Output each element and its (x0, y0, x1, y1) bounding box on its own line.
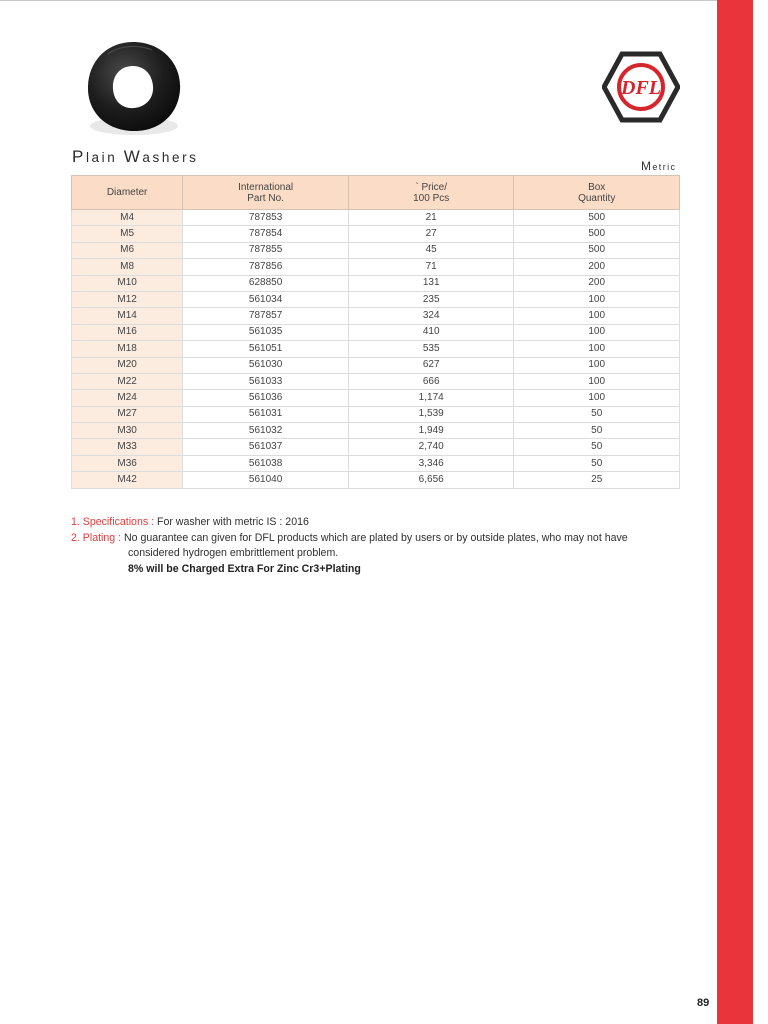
cell-diameter: M20 (72, 357, 183, 373)
cell-price: 535 (348, 341, 513, 357)
red-side-strip (717, 0, 753, 1024)
table-row (72, 308, 680, 324)
cell-diameter: M12 (72, 291, 183, 307)
washer-photo (78, 34, 188, 138)
note-plating (71, 531, 691, 547)
cell-price: 45 (348, 242, 513, 258)
cell-diameter: M14 (72, 308, 183, 324)
cell-price: 410 (348, 324, 513, 340)
cell-price: 324 (348, 308, 513, 324)
cell-price: 6,656 (348, 472, 513, 488)
cell-box-quantity: 100 (514, 308, 680, 324)
table-row (72, 242, 680, 258)
table-row (72, 406, 680, 422)
cell-diameter: M24 (72, 390, 183, 406)
cell-price: 235 (348, 291, 513, 307)
table-row (72, 275, 680, 291)
cell-price: 666 (348, 373, 513, 389)
cell-price: 27 (348, 226, 513, 242)
note-extra-charge: 8% will be Charged Extra For Zinc Cr3+Plating (128, 563, 361, 576)
cell-part-no: 787854 (183, 226, 349, 242)
cell-part-no: 787853 (183, 210, 349, 226)
cell-diameter: M27 (72, 406, 183, 422)
header-diameter: Diameter (72, 176, 183, 210)
header-box-quantity: Box Quantity (514, 176, 680, 210)
cell-diameter: M10 (72, 275, 183, 291)
cell-part-no: 561040 (183, 472, 349, 488)
cell-box-quantity: 100 (514, 291, 680, 307)
table-row (72, 259, 680, 275)
note-spec-text: For washer with metric IS : 2016 (154, 516, 309, 528)
cell-part-no: 787856 (183, 259, 349, 275)
table-row (72, 291, 680, 307)
table-row (72, 390, 680, 406)
cell-part-no: 561031 (183, 406, 349, 422)
cell-part-no: 787857 (183, 308, 349, 324)
cell-box-quantity: 50 (514, 406, 680, 422)
note-spec-label: 1. Specifications : (71, 516, 155, 528)
page-title: Plain Washers (72, 147, 199, 166)
cell-price: 131 (348, 275, 513, 291)
cell-diameter: M16 (72, 324, 183, 340)
cell-box-quantity: 100 (514, 324, 680, 340)
cell-diameter: M5 (72, 226, 183, 242)
cell-part-no: 561032 (183, 423, 349, 439)
table-row (72, 439, 680, 455)
cell-box-quantity: 500 (514, 210, 680, 226)
cell-price: 3,346 (348, 455, 513, 471)
cell-part-no: 561038 (183, 455, 349, 471)
cell-part-no: 561037 (183, 439, 349, 455)
cell-part-no: 787855 (183, 242, 349, 258)
note-plating-label: 2. Plating : (71, 531, 122, 544)
cell-price: 21 (348, 210, 513, 226)
cell-box-quantity: 100 (514, 373, 680, 389)
cell-diameter: M30 (72, 423, 183, 439)
cell-price: 2,740 (348, 439, 513, 455)
cell-diameter: M33 (72, 439, 183, 455)
cell-diameter: M42 (72, 472, 183, 488)
cell-box-quantity: 100 (514, 390, 680, 406)
cell-part-no: 561033 (183, 373, 349, 389)
cell-diameter: M22 (72, 373, 183, 389)
cell-price: 1,539 (348, 406, 513, 422)
cell-part-no: 561036 (183, 390, 349, 406)
cell-diameter: M6 (72, 242, 183, 258)
cell-diameter: M36 (72, 455, 183, 471)
page-number: 89 (697, 997, 710, 1009)
cell-box-quantity: 50 (514, 423, 680, 439)
cell-box-quantity: 25 (514, 472, 680, 488)
notes (71, 515, 691, 578)
cell-box-quantity: 200 (514, 275, 680, 291)
cell-price: 1,174 (348, 390, 513, 406)
table-row (72, 357, 680, 373)
cell-diameter: M8 (72, 259, 183, 275)
table-row (72, 455, 680, 471)
header-price: ` Price/ 100 Pcs (348, 176, 513, 210)
table-row (72, 210, 680, 226)
table-row (72, 226, 680, 242)
metric-label: Metric (641, 159, 677, 173)
table-row (72, 324, 680, 340)
table-header-row (72, 176, 680, 210)
cell-box-quantity: 50 (514, 439, 680, 455)
washer-spec-table (71, 175, 680, 489)
table-row (72, 373, 680, 389)
cell-box-quantity: 50 (514, 455, 680, 471)
table-row (72, 341, 680, 357)
note-plating-continued: considered hydrogen embrittlement problem. (128, 547, 339, 560)
header-part-no: International Part No. (183, 176, 349, 210)
cell-diameter: M18 (72, 341, 183, 357)
cell-box-quantity: 500 (514, 242, 680, 258)
cell-part-no: 561051 (183, 341, 349, 357)
cell-box-quantity: 100 (514, 341, 680, 357)
cell-box-quantity: 500 (514, 226, 680, 242)
cell-part-no: 561030 (183, 357, 349, 373)
cell-part-no: 561035 (183, 324, 349, 340)
cell-box-quantity: 200 (514, 259, 680, 275)
note-specifications (71, 515, 691, 531)
cell-price: 627 (348, 357, 513, 373)
cell-price: 71 (348, 259, 513, 275)
cell-part-no: 628850 (183, 275, 349, 291)
table-row (72, 423, 680, 439)
table-row (72, 472, 680, 488)
cell-box-quantity: 100 (514, 357, 680, 373)
cell-price: 1,949 (348, 423, 513, 439)
cell-part-no: 561034 (183, 291, 349, 307)
top-rule (0, 0, 717, 1)
cell-diameter: M4 (72, 210, 183, 226)
note-plating-text: No guarantee can given for DFL products which are plated by users or by outside plates, who may not have (121, 531, 628, 544)
logo-text: DFL (621, 77, 661, 99)
dfl-logo (602, 48, 680, 126)
